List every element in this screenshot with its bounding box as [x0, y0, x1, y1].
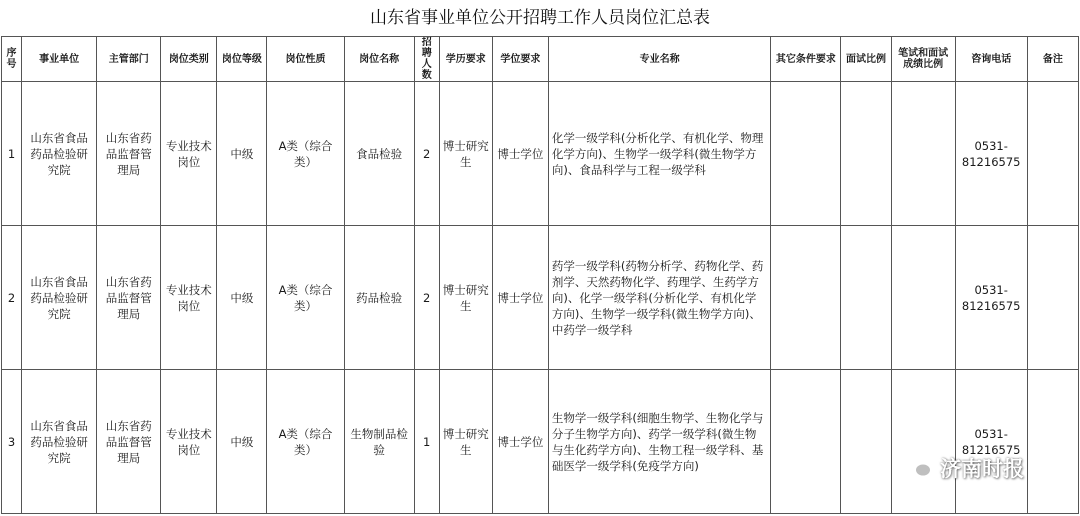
cell-unit: 山东省食品药品检验研究院 [22, 370, 97, 514]
cell-ratio [841, 226, 891, 370]
cell-ratio [841, 370, 891, 514]
header-cell: 笔试和面试成绩比例 [891, 37, 955, 82]
cell-degree: 博士学位 [492, 226, 548, 370]
cell-score-ratio [891, 226, 955, 370]
cell-level: 中级 [217, 226, 267, 370]
cell-major: 生物学一级学科(细胞生物学、生物化学与分子生物学方向)、药学一级学科(微生物与生化药学方向)、生物工程一级学科、基础医学一级学科(免疫学方向) [548, 370, 770, 514]
cell-other [771, 82, 841, 226]
cell-phone: 0531-81216575 [955, 370, 1027, 514]
cell-score-ratio [891, 82, 955, 226]
cell-position: 食品检验 [344, 82, 414, 226]
cell-major: 化学一级学科(分析化学、有机化学、物理化学方向)、生物学一级学科(微生物学方向)、食品科学与工程一级学科 [548, 82, 770, 226]
cell-no: 3 [2, 370, 22, 514]
cell-other [771, 226, 841, 370]
cell-major: 药学一级学科(药物分析学、药物化学、药剂学、天然药物化学、药理学、生药学方向)、化学一级学科(分析化学、有机化学方向)、生物学一级学科(微生物学方向)、中药学一级学科 [548, 226, 770, 370]
cell-level: 中级 [217, 82, 267, 226]
header-cell: 主管部门 [97, 37, 161, 82]
cell-note [1027, 226, 1078, 370]
cell-education: 博士研究生 [439, 226, 492, 370]
wechat-icon [904, 455, 934, 481]
cell-degree: 博士学位 [492, 370, 548, 514]
header-cell: 岗位名称 [344, 37, 414, 82]
cell-dept: 山东省药品监督管理局 [97, 82, 161, 226]
header-cell: 其它条件要求 [771, 37, 841, 82]
cell-category: 专业技术岗位 [161, 226, 217, 370]
cell-no: 1 [2, 82, 22, 226]
header-row [2, 37, 1079, 82]
table-title: 山东省事业单位公开招聘工作人员岗位汇总表 [370, 8, 710, 28]
header-cell: 岗位类别 [161, 37, 217, 82]
header-cell: 备注 [1027, 37, 1078, 82]
cell-phone: 0531-81216575 [955, 226, 1027, 370]
header-cell: 面试比例 [841, 37, 891, 82]
cell-count: 2 [414, 82, 439, 226]
header-cell: 岗位等级 [217, 37, 267, 82]
cell-unit: 山东省食品药品检验研究院 [22, 82, 97, 226]
table-row [2, 82, 1079, 226]
table-row [2, 370, 1079, 514]
cell-degree: 博士学位 [492, 82, 548, 226]
cell-note [1027, 82, 1078, 226]
header-cell: 专业名称 [548, 37, 770, 82]
header-cell: 招聘人数 [414, 37, 439, 82]
cell-dept: 山东省药品监督管理局 [97, 226, 161, 370]
source-watermark [904, 454, 1024, 482]
cell-level: 中级 [217, 370, 267, 514]
cell-category: 专业技术岗位 [161, 82, 217, 226]
watermark-text: 济南时报 [940, 457, 1024, 481]
header-cell: 事业单位 [22, 37, 97, 82]
cell-note [1027, 370, 1078, 514]
header-cell: 序号 [2, 37, 22, 82]
cell-nature: A类（综合类） [267, 82, 344, 226]
cell-nature: A类（综合类） [267, 370, 344, 514]
header-cell: 学位要求 [492, 37, 548, 82]
cell-score-ratio [891, 370, 955, 514]
header-cell: 咨询电话 [955, 37, 1027, 82]
header-cell: 岗位性质 [267, 37, 344, 82]
cell-no: 2 [2, 226, 22, 370]
cell-nature: A类（综合类） [267, 226, 344, 370]
cell-category: 专业技术岗位 [161, 370, 217, 514]
cell-other [771, 370, 841, 514]
cell-count: 1 [414, 370, 439, 514]
cell-position: 药品检验 [344, 226, 414, 370]
cell-education: 博士研究生 [439, 82, 492, 226]
header-cell: 学历要求 [439, 37, 492, 82]
cell-count: 2 [414, 226, 439, 370]
cell-unit: 山东省食品药品检验研究院 [22, 226, 97, 370]
table-row [2, 226, 1079, 370]
cell-education: 博士研究生 [439, 370, 492, 514]
cell-phone: 0531-81216575 [955, 82, 1027, 226]
job-positions-table [1, 36, 1079, 514]
cell-ratio [841, 82, 891, 226]
cell-dept: 山东省药品监督管理局 [97, 370, 161, 514]
cell-position: 生物制品检验 [344, 370, 414, 514]
